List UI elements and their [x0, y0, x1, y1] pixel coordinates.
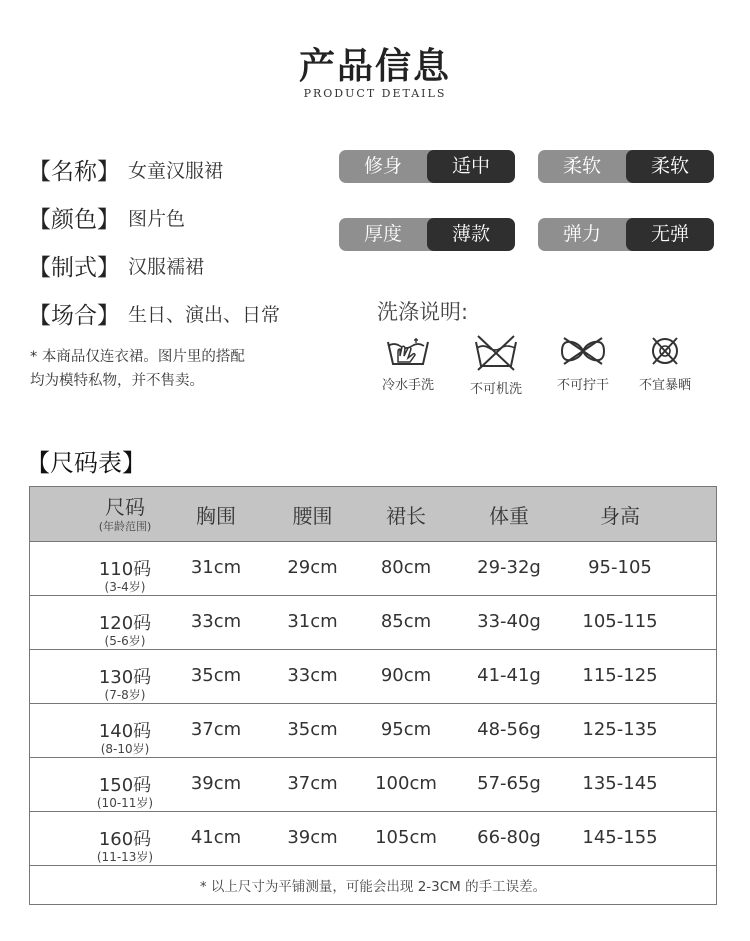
row-divider [30, 757, 716, 758]
cell-waist: 37cm [287, 773, 338, 794]
cell-length: 90cm [380, 665, 432, 686]
cell-weight: 57-65g [477, 773, 541, 794]
no-wring-icon [556, 334, 610, 368]
cell-chest: 39cm [190, 773, 242, 794]
washing-title: 洗涤说明: [377, 300, 469, 324]
cell-chest: 31cm [190, 557, 242, 578]
cell-chest: 41cm [190, 827, 242, 848]
wash-label: 不可拧干 [556, 378, 609, 393]
no-sun-dry-icon [645, 334, 685, 368]
info-label: 【名称】 [28, 158, 120, 185]
product-note [30, 345, 320, 393]
info-value: 图片色 [128, 207, 186, 230]
attribute-value: 柔软 [626, 150, 714, 183]
info-row-name [28, 145, 280, 193]
cell-size [70, 825, 180, 865]
cell-length: 100cm [375, 773, 437, 794]
wash-item-no-wring [538, 334, 628, 393]
cell-waist: 35cm [287, 719, 338, 740]
cell-waist: 33cm [287, 665, 338, 686]
info-row-occasion [28, 289, 280, 337]
age-range: (5-6岁) [104, 634, 146, 648]
header-waist: 腰围 [292, 504, 333, 528]
age-range: (3-4岁) [104, 580, 146, 594]
info-value: 生日、演出、日常 [128, 303, 281, 326]
cell-weight: 41-41g [477, 665, 541, 686]
header-height: 身高 [600, 504, 640, 528]
attribute-key: 柔软 [562, 155, 601, 177]
cell-length: 85cm [380, 611, 432, 632]
info-row-color [28, 193, 280, 241]
attribute-fit [339, 150, 515, 183]
cell-height: 95-105 [588, 557, 652, 578]
info-label: 【颜色】 [28, 206, 120, 233]
row-divider [30, 865, 716, 866]
cell-height: 105-115 [582, 611, 658, 632]
age-range: (7-8岁) [104, 688, 146, 702]
size-label: 110码 [98, 559, 152, 580]
note-line: 均为模特私物，并不售卖。 [30, 373, 204, 389]
size-table-title: 【尺码表】 [26, 449, 146, 477]
cell-height: 115-125 [582, 665, 658, 686]
cell-height: 125-135 [582, 719, 658, 740]
wash-label: 不宜暴晒 [638, 378, 691, 393]
size-table-footnote: * 以上尺寸为平铺测量，可能会出现 2-3CM 的手工误差。 [199, 879, 547, 895]
row-divider [30, 595, 716, 596]
wash-item-no-sun [620, 334, 710, 393]
cell-chest: 37cm [190, 719, 242, 740]
size-table-header [30, 487, 716, 541]
info-value: 女童汉服裙 [128, 159, 224, 182]
cell-waist: 39cm [287, 827, 338, 848]
row-divider [30, 811, 716, 812]
row-divider [30, 703, 716, 704]
row-divider [30, 541, 716, 542]
wash-label: 冷水手洗 [381, 378, 434, 393]
header-size [70, 491, 180, 534]
cold-water-hand-wash-icon [384, 334, 432, 368]
size-label: 130码 [98, 667, 152, 688]
cell-length: 95cm [380, 719, 432, 740]
cell-length: 105cm [375, 827, 437, 848]
cell-waist: 31cm [287, 611, 338, 632]
cell-height: 135-145 [582, 773, 658, 794]
age-range: (11-13岁) [96, 850, 154, 864]
cell-chest: 35cm [190, 665, 242, 686]
header-weight: 体重 [489, 504, 529, 528]
header-size-sub: (年龄范围) [98, 520, 152, 533]
cell-size [70, 771, 180, 811]
cell-size [70, 663, 180, 703]
attribute-key: 厚度 [363, 223, 402, 245]
cell-weight: 66-80g [477, 827, 541, 848]
header-length: 裙长 [386, 504, 426, 528]
cell-weight: 48-56g [477, 719, 541, 740]
cell-waist: 29cm [287, 557, 338, 578]
row-divider [30, 649, 716, 650]
info-value: 汉服襦裙 [128, 255, 205, 278]
attribute-value: 薄款 [427, 218, 515, 251]
age-range: (10-11岁) [96, 796, 154, 810]
wash-item-no-machine [451, 334, 541, 397]
size-label: 150码 [98, 775, 152, 796]
cell-size [70, 609, 180, 649]
size-label: 140码 [98, 721, 152, 742]
cell-length: 80cm [380, 557, 432, 578]
header-chest: 胸围 [196, 504, 236, 528]
info-label: 【场合】 [28, 302, 120, 329]
attribute-key: 弹力 [562, 223, 601, 245]
wash-item-cold-hand [363, 334, 453, 393]
attribute-key: 修身 [363, 155, 402, 177]
cell-weight: 29-32g [477, 557, 541, 578]
attribute-value: 适中 [427, 150, 515, 183]
cell-weight: 33-40g [477, 611, 541, 632]
size-label: 120码 [98, 613, 152, 634]
product-info-list [28, 145, 280, 337]
no-machine-wash-icon [472, 334, 520, 372]
size-label: 160码 [98, 829, 152, 850]
age-range: (8-10岁) [100, 742, 150, 756]
note-line: * 本商品仅连衣裙。图片里的搭配 [30, 349, 245, 365]
cell-size [70, 717, 180, 757]
attribute-value: 无弹 [626, 218, 714, 251]
attribute-elasticity [538, 218, 714, 251]
header-size-label: 尺码 [105, 495, 145, 519]
cell-chest: 33cm [190, 611, 242, 632]
cell-size [70, 555, 180, 595]
wash-label: 不可机洗 [469, 382, 522, 397]
cell-height: 145-155 [582, 827, 658, 848]
size-table [29, 486, 717, 905]
page-title: 产品信息 [298, 45, 451, 87]
page-subtitle: PRODUCT DETAILS [303, 87, 447, 100]
attribute-thickness [339, 218, 515, 251]
attribute-softness [538, 150, 714, 183]
info-row-style [28, 241, 280, 289]
info-label: 【制式】 [28, 254, 120, 281]
